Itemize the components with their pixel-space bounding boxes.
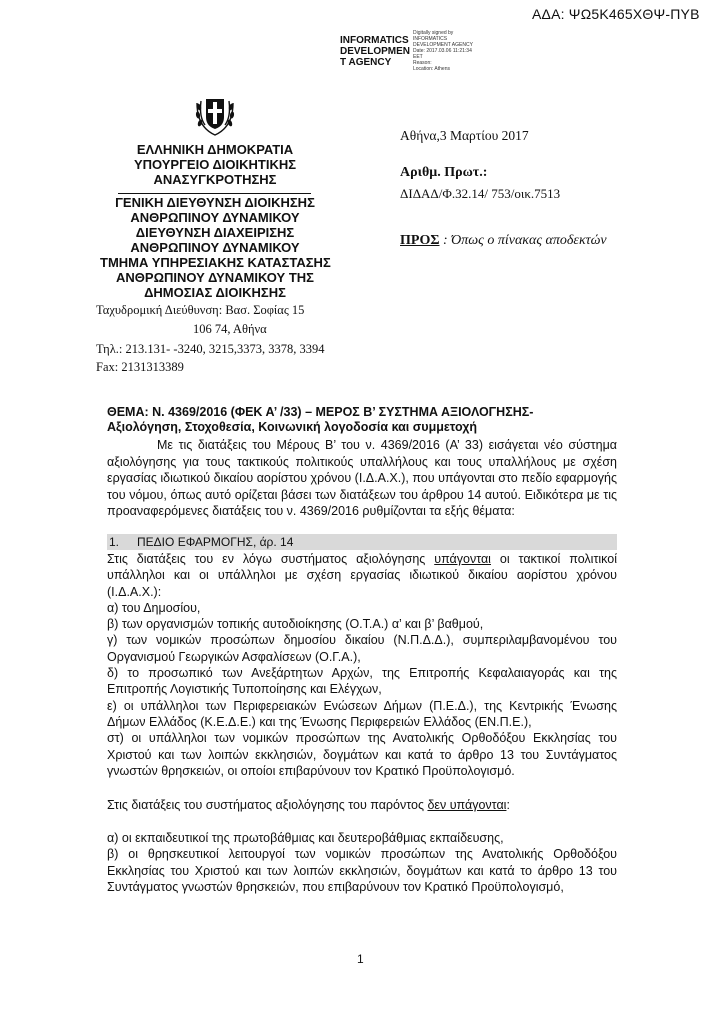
header-line: ΑΝΑΣΥΓΚΡΟΤΗΣΗΣ <box>153 172 277 187</box>
list-item: α) οι εκπαιδευτικοί της πρωτοβάθμιας και δευτεροβάθμιας εκπαίδευσης, <box>107 831 504 845</box>
header-line: ΤΜΗΜΑ ΥΠΗΡΕΣΙΑΚΗΣ ΚΑΤΑΣΤΑΣΗΣ <box>100 255 331 270</box>
signature-org-line: INFORMATICS <box>340 35 409 46</box>
applies-lead-rest: οι τακτικοί πολιτικοί υπάλληλοι και οι υπάλληλοι με σχέση εργασίας ιδιωτικού δικαίου αορίστου χρόνου (Ι.Δ.Α.Χ.): <box>107 552 617 599</box>
fax-number: Fax: 2131313389 <box>96 360 184 374</box>
list-item: δ) το προσωπικό των Ανεξάρτητων Αρχών, της Επιτροπής Κεφαλαιαγοράς και της Επιτροπής Λογιστικής Τυποποίησης και Ελέγχων, <box>107 666 617 697</box>
signature-detail: EET <box>413 54 423 60</box>
signature-detail: Date: 2017.03.06 11:21:34 <box>413 48 472 54</box>
signature-org-line: T AGENCY <box>340 57 392 68</box>
signature-org-line: DEVELOPMEN <box>340 46 411 57</box>
recipients-value: : Όπως ο πίνακας αποδεκτών <box>442 233 607 248</box>
applies-lead-text: Στις διατάξεις του εν λόγω συστήματος αξιολόγησης <box>107 552 435 566</box>
document-date: Αθήνα,3 Μαρτίου 2017 <box>400 128 529 143</box>
signature-detail: Reason: <box>413 60 432 66</box>
header-line: ΔΗΜΟΣΙΑΣ ΔΙΟΙΚΗΣΗΣ <box>144 285 286 300</box>
recipients-label: ΠΡΟΣ <box>400 233 440 248</box>
applies-lead <box>107 551 617 600</box>
subject <box>107 405 617 435</box>
excluded-lead <box>107 797 617 813</box>
header-line: ΑΝΘΡΩΠΙΝΟΥ ΔΥΝΑΜΙΚΟΥ <box>130 240 300 255</box>
recipients-line <box>400 233 607 249</box>
signature-detail: DEVELOPMENT AGENCY <box>413 42 473 48</box>
section-title: ΠΕΔΙΟ ΕΦΑΡΜΟΓΗΣ, άρ. 14 <box>137 535 294 549</box>
signature-detail: Location: Athens <box>413 66 450 72</box>
applies-list <box>107 551 617 779</box>
postal-address: Ταχυδρομική Διεύθυνση: Βασ. Σοφίας 15 <box>96 303 305 317</box>
subject-line: ΘΕΜΑ: Ν. 4369/2016 (ΦΕΚ Α’ /33) – ΜΕΡΟΣ Β’ ΣΥΣΤΗΜΑ ΑΞΙΟΛΟΓΗΣΗΣ- <box>107 405 534 419</box>
list-item: β) οι θρησκευτικοί λειτουργοί των νομικών προσώπων της Ανατολικής Ορθοδόξου Εκκλησίας του Χριστού και των λοιπών εκκλησιών, δογμάτων και κατά το άρθρο 13 του Συντάγματος γνωστών θρησκειών, που επιβαρύνουν τον Κρατικό Προϋπολογισμό, <box>107 847 617 894</box>
excluded-keyword: δεν υπάγονται <box>427 798 507 812</box>
list-item: ε) οι υπάλληλοι των Περιφερειακών Ενώσεων Δήμων (Π.Ε.Δ.), της Κεντρικής Ένωσης Δήμων Ελλάδος (Κ.Ε.Δ.Ε.) και της Ένωσης Περιφερειών Ελλάδος (ΕΝ.Π.Ε.), <box>107 698 617 729</box>
excluded-list <box>107 830 617 895</box>
list-item: β) των οργανισμών τοπικής αυτοδιοίκησης (Ο.Τ.Α.) α’ και β’ βαθμού, <box>107 617 484 632</box>
intro-paragraph: Με τις διατάξεις του Μέρους Β’ του ν. 4369/2016 (Α’ 33) εισάγεται νέο σύστημα αξιολόγησης για τους τακτικούς πολιτικούς υπαλλήλους και τους υπαλλήλους με σχέση εργασίας ιδιωτικού δικαίου αορίστου χρόνου (Ι.Δ.Α.Χ.), που υπάγονται στο πεδίο εφαρμογής του νόμου, όπως αυτό ορίζεται βάσει των διατάξεων του άρθρου 14 αυτού. Ειδικότερα με τις προαναφερόμενες διατάξεις του ν. 4369/2016 ρυθμίζονται τα εξής θέματα: <box>107 438 617 518</box>
list-item: γ) των νομικών προσώπων δημοσίου δικαίου (Ν.Π.Δ.Δ.), συμπεριλαμβανομένου του Οργανισμού Γεωργικών Ασφαλίσεων (Ο.Γ.Α.), <box>107 633 617 664</box>
header-line: ΑΝΘΡΩΠΙΝΟΥ ΔΥΝΑΜΙΚΟΥ ΤΗΣ <box>116 270 314 285</box>
ministry-header <box>100 142 330 187</box>
header-line: ΑΝΘΡΩΠΙΝΟΥ ΔΥΝΑΜΙΚΟΥ <box>130 210 300 225</box>
protocol-number: ΔΙΔΑΔ/Φ.32.14/ 753/οικ.7513 <box>400 186 561 201</box>
postal-code: 106 74, Αθήνα <box>193 322 267 336</box>
ada-code: ΑΔΑ: ΨΩ5Κ465ΧΘΨ-ΠΥΒ <box>532 6 700 22</box>
excluded-lead-rest: : <box>506 798 510 812</box>
protocol-label: Αριθμ. Πρωτ.: <box>400 165 488 180</box>
header-line: ΥΠΟΥΡΓΕΙΟ ΔΙΟΙΚΗΤΙΚΗΣ <box>133 157 297 172</box>
applies-keyword: υπάγονται <box>434 552 491 566</box>
header-line: ΔΙΕΥΘΥΝΣΗ ΔΙΑΧΕΙΡΙΣΗΣ <box>135 225 295 240</box>
excluded-lead-text: Στις διατάξεις του συστήματος αξιολόγησης του παρόντος <box>107 798 428 812</box>
list-item: α) του Δημοσίου, <box>107 600 201 615</box>
header-line: ΕΛΛΗΝΙΚΗ ΔΗΜΟΚΡΑΤΙΑ <box>136 142 294 157</box>
section-number: 1. <box>109 535 120 549</box>
signature-detail: Digitally signed by <box>413 30 454 36</box>
directorate-header <box>100 195 330 300</box>
phone-numbers: Τηλ.: 213.131- -3240, 3215,3373, 3378, 3394 <box>96 342 325 356</box>
list-item: στ) οι υπάλληλοι των νομικών προσώπων της Ανατολικής Ορθοδόξου Εκκλησίας του Χριστού και των λοιπών εκκλησιών, δογμάτων και κατά το άρθρο 13 του Συντάγματος γνωστών θρησκειών, οι οποίοι επιβαρύνουν τον Κρατικό Προϋπολογισμό. <box>107 731 617 778</box>
header-divider <box>118 193 311 194</box>
header-line: ΓΕΝΙΚΗ ΔΙΕΥΘΥΝΣΗ ΔΙΟΙΚΗΣΗΣ <box>115 195 315 210</box>
signature-detail: INFORMATICS <box>413 36 448 42</box>
signature-details <box>413 30 473 72</box>
greek-coat-of-arms-icon <box>193 93 237 137</box>
section-heading <box>107 534 617 550</box>
signature-org <box>340 35 410 68</box>
page-number: 1 <box>357 952 364 966</box>
subject-line: Αξιολόγηση, Στοχοθεσία, Κοινωνική λογοδοσία και συμμετοχή <box>107 420 478 434</box>
